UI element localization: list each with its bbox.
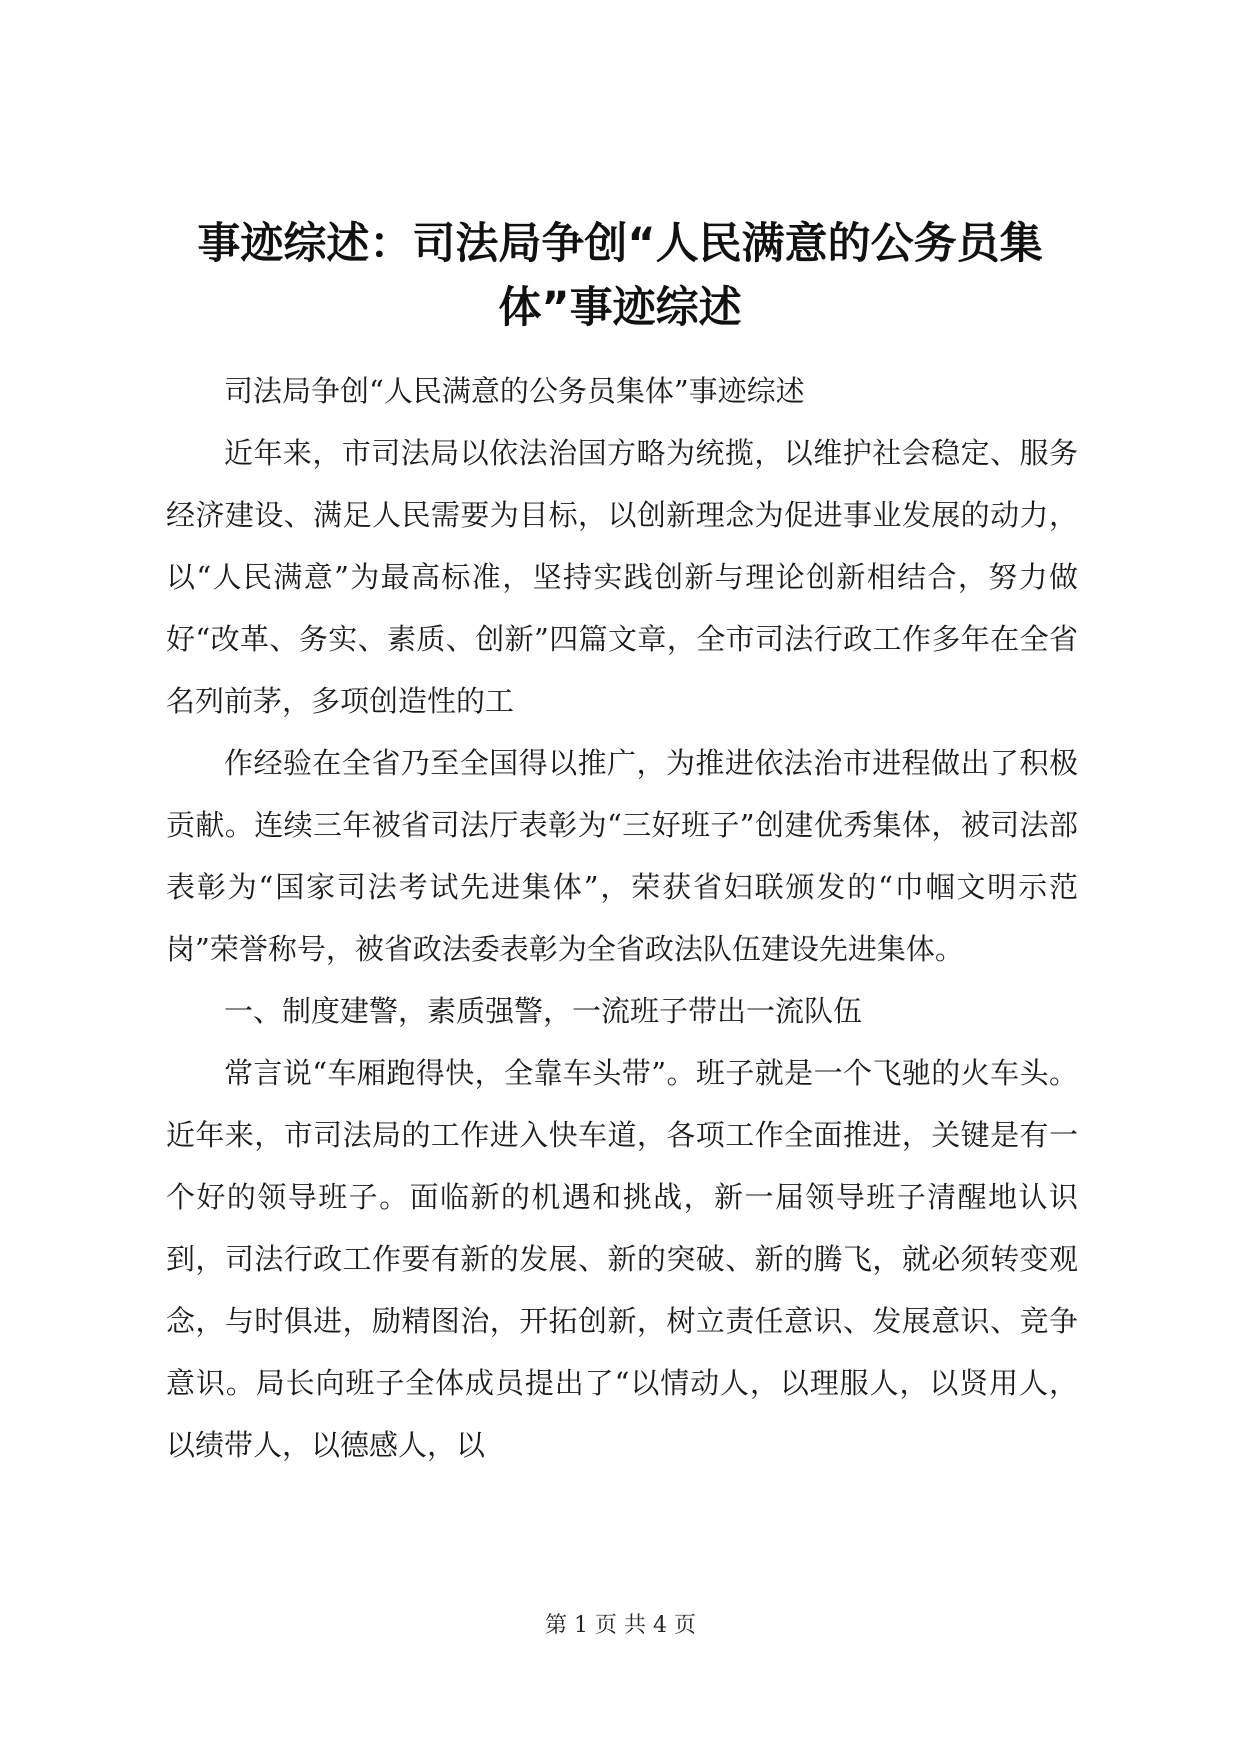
page-number-footer: 第 1 页 共 4 页 (545, 1613, 696, 1638)
document-body (166, 360, 1078, 1476)
body-paragraph: 作经验在全省乃至全国得以推广，为推进依法治市进程做出了积极贡献。连续三年被省司法厅表彰为“三好班子”创建优秀集体，被司法部表彰为“国家司法考试先进集体”，荣获省妇联颁发的“巾帼文明示范岗”荣誉称号，被省政法委表彰为全省政法队伍建设先进集体。 (166, 746, 1078, 966)
body-paragraph: 常言说“车厢跑得快，全靠车头带”。班子就是一个飞驰的火车头。近年来，市司法局的工作进入快车道，各项工作全面推进，关键是有一个好的领导班子。面临新的机遇和挑战，新一届领导班子清醒地认识到，司法行政工作要有新的发展、新的突破、新的腾飞，就必须转变观念，与时俱进，励精图治，开拓创新，树立责任意识、发展意识、竞争意识。局长向班子全体成员提出了“以情动人，以理服人，以贤用人，以绩带人，以德感人，以 (166, 1056, 1078, 1462)
section-heading: 一、制度建警，素质强警，一流班子带出一流队伍 (224, 994, 863, 1028)
body-paragraph: 近年来，市司法局以依法治国方略为统揽，以维护社会稳定、服务经济建设、满足人民需要为目标，以创新理念为促进事业发展的动力，以“人民满意”为最高标准，坚持实践创新与理论创新相结合，努力做好“改革、务实、素质、创新”四篇文章，全市司法行政工作多年在全省名列前茅，多项创造性的工 (166, 436, 1078, 718)
document-title: 事迹综述：司法局争创“人民满意的公务员集体”事迹综述 (197, 219, 1043, 333)
subtitle-paragraph: 司法局争创“人民满意的公务员集体”事迹综述 (224, 374, 805, 408)
